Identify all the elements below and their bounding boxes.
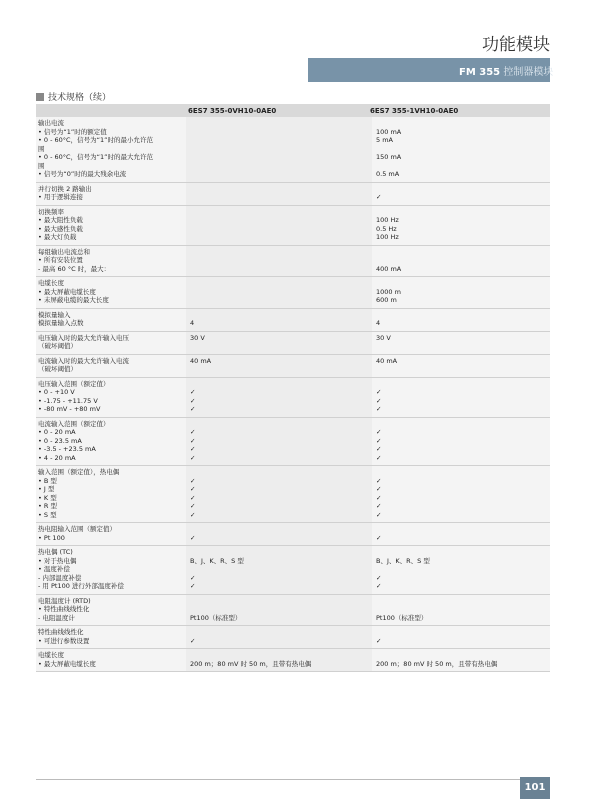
cell-line: ✓ (190, 436, 196, 445)
cell-line: B、J、K、R、S 型 (190, 556, 244, 565)
value-column-2 (372, 246, 550, 277)
cell-line: ✓ (376, 436, 382, 445)
value-column-2 (372, 546, 550, 594)
row-label (36, 277, 186, 308)
cell-line: 40 mA (376, 356, 398, 365)
value-column-2 (372, 523, 550, 545)
cell-line: • 最大阻性负载 (38, 216, 83, 224)
cell-line (376, 365, 546, 374)
table-row (36, 206, 550, 246)
cell-line: • 信号为“1”时的额定值 (38, 127, 107, 136)
cell-line (190, 136, 368, 145)
cell-line: 特性曲线线性化 (38, 628, 84, 636)
cell-line: ✓ (376, 510, 382, 519)
cell-line: Pt100（标准型） (190, 613, 242, 622)
cell-line (190, 525, 368, 534)
cell-line: ✓ (190, 445, 196, 453)
cell-line: • -1.75 - +11.75 V (38, 396, 98, 405)
value-column-2 (372, 355, 550, 377)
cell-line: 0.5 mA (376, 170, 400, 178)
product-name: FM 355 (459, 67, 501, 78)
cell-line: • 0 - 60°C，信号为“1”时的最大允许范 (38, 153, 153, 161)
cell-line: Pt100（标准型） (376, 613, 428, 622)
cell-line: 围 (38, 144, 45, 153)
cell-line (376, 651, 546, 660)
value-column-1 (186, 277, 372, 308)
spec-table (36, 104, 550, 672)
cell-line: 围 (38, 161, 45, 170)
cell-line (190, 380, 368, 389)
cell-line: 电压输入范围（额定值） (38, 379, 110, 388)
cell-line (190, 548, 368, 557)
section-title: 技术规格（续） (48, 93, 112, 103)
cell-line: 5 mA (376, 136, 393, 144)
cell-line: • 温度补偿 (38, 565, 70, 573)
cell-line (376, 279, 546, 288)
cell-line: ✓ (376, 493, 382, 502)
value-column-1 (186, 378, 372, 417)
row-label (36, 546, 186, 594)
cell-line: • 可进行参数设置 (38, 636, 90, 645)
cell-line (190, 311, 368, 320)
value-column-2 (372, 378, 550, 417)
value-column-1 (186, 355, 372, 377)
cell-line: • 0 - 60°C，信号为“1”时的最小允许范 (38, 136, 153, 144)
cell-line (190, 119, 368, 128)
cell-line: ✓ (376, 476, 382, 485)
cell-line: 模拟量输入 (38, 310, 71, 319)
cell-line: 电流输入时的最大允许输入电流 (38, 356, 129, 365)
table-row (36, 418, 550, 467)
table-row (36, 277, 550, 309)
cell-line: ✓ (376, 636, 382, 645)
cell-line (190, 216, 368, 225)
cell-line: - 电阻温度计 (38, 613, 75, 622)
cell-line (190, 153, 368, 162)
cell-line: ✓ (190, 502, 196, 510)
value-column-2 (372, 649, 550, 671)
table-row (36, 117, 550, 183)
row-label (36, 309, 186, 331)
cell-line: • K 型 (38, 493, 57, 502)
cell-line: 并行切换 2 路输出 (38, 184, 92, 193)
cell-line (376, 468, 546, 477)
header-bar (308, 58, 554, 82)
cell-line: ✓ (376, 582, 382, 590)
cell-line (190, 651, 368, 660)
table-row (36, 355, 550, 378)
cell-line: 切换频率 (38, 207, 64, 216)
cell-line (190, 279, 368, 288)
cell-line: 输入范围（额定值），热电偶 (38, 468, 120, 476)
value-column-2 (372, 206, 550, 245)
value-column-2 (372, 277, 550, 308)
value-column-2 (372, 332, 550, 354)
cell-line: • 信号为“0”时的最大残余电流 (38, 170, 127, 178)
cell-line: ✓ (190, 493, 196, 502)
value-column-2 (372, 418, 550, 466)
cell-line: • 0 - +10 V (38, 388, 75, 396)
cell-line: （破坏阈值） (38, 342, 77, 350)
value-column-1 (186, 626, 372, 648)
cell-line: 200 m；80 mV 时 50 m，且带有热电偶 (190, 659, 312, 668)
cell-line (376, 162, 546, 171)
row-label (36, 523, 186, 545)
cell-line: 4 (190, 319, 195, 327)
cell-line: 600 m (376, 296, 397, 304)
cell-line: ✓ (190, 582, 196, 590)
cell-line: （破坏阈值） (38, 365, 77, 373)
cell-line: ✓ (190, 485, 196, 493)
cell-line (190, 145, 368, 154)
cell-line (376, 311, 546, 320)
row-label (36, 649, 186, 671)
cell-line (190, 248, 368, 257)
cell-line (190, 256, 368, 265)
cell-line (376, 605, 546, 614)
cell-line: 1000 m (376, 287, 401, 296)
cell-line: 热电偶 (TC) (38, 548, 73, 556)
cell-line: ✓ (376, 485, 382, 493)
cell-line (190, 597, 368, 606)
cell-line: - 最高 60 °C 时，最大： (38, 264, 111, 273)
row-label (36, 626, 186, 648)
cell-line (190, 265, 368, 274)
cell-line: ✓ (190, 636, 196, 645)
value-column-1 (186, 332, 372, 354)
value-column-1 (186, 183, 372, 205)
cell-line: B、J、K、R、S 型 (376, 556, 430, 565)
row-label (36, 595, 186, 626)
cell-line: ✓ (190, 510, 196, 519)
cell-line: ✓ (376, 533, 382, 542)
cell-line (376, 525, 546, 534)
cell-line: 30 V (190, 333, 205, 342)
cell-line: 150 mA (376, 153, 402, 161)
cell-line: ✓ (190, 453, 196, 462)
cell-line: 0.5 Hz (376, 224, 397, 233)
cell-line: • 未屏蔽电缆的最大长度 (38, 296, 109, 304)
cell-line: 电缆长度 (38, 279, 64, 287)
table-header (36, 104, 550, 117)
cell-line (190, 162, 368, 171)
column-header-1: 6ES7 355-0VH10-0AE0 (188, 107, 277, 115)
table-row (36, 595, 550, 627)
cell-line: • 最大屏蔽电缆长度 (38, 287, 96, 296)
value-column-1 (186, 546, 372, 594)
cell-line: ✓ (376, 502, 382, 510)
value-column-1 (186, 117, 372, 182)
value-column-1 (186, 246, 372, 277)
value-column-1 (186, 309, 372, 331)
cell-line: • B 型 (38, 476, 57, 485)
cell-line (190, 365, 368, 374)
value-column-2 (372, 466, 550, 522)
table-body (36, 117, 550, 672)
cell-line: ✓ (190, 476, 196, 485)
value-column-1 (186, 206, 372, 245)
cell-line (190, 128, 368, 137)
cell-line: • Pt 100 (38, 533, 65, 542)
page-number: 101 (520, 777, 550, 799)
cell-line (376, 628, 546, 637)
table-row (36, 626, 550, 649)
cell-line: • 对于热电偶 (38, 556, 77, 565)
cell-line: 电流输入范围（额定值） (38, 419, 110, 428)
cell-line (190, 193, 368, 202)
cell-line: • J 型 (38, 485, 55, 493)
table-row (36, 649, 550, 672)
cell-line (190, 185, 368, 194)
row-label (36, 246, 186, 277)
table-row (36, 546, 550, 595)
cell-line: • -80 mV - +80 mV (38, 405, 101, 413)
value-column-1 (186, 523, 372, 545)
cell-line (376, 420, 546, 429)
cell-line: ✓ (376, 428, 382, 436)
section-square-icon (36, 93, 44, 101)
value-column-2 (372, 309, 550, 331)
cell-line: ✓ (376, 396, 382, 405)
value-column-2 (372, 117, 550, 182)
value-column-1 (186, 466, 372, 522)
cell-line: 电阻温度计 (RTD) (38, 596, 91, 605)
cell-line: 电缆长度 (38, 651, 64, 659)
cell-line: 40 mA (190, 356, 212, 365)
footer-rule (36, 779, 530, 780)
value-column-2 (372, 595, 550, 626)
cell-line: ✓ (190, 396, 196, 405)
cell-line (190, 628, 368, 637)
cell-line: ✓ (376, 193, 382, 201)
cell-line: • 最大灯负载 (38, 233, 77, 241)
table-row (36, 309, 550, 332)
cell-line: ✓ (190, 428, 196, 436)
value-column-2 (372, 626, 550, 648)
value-column-1 (186, 595, 372, 626)
cell-line (376, 248, 546, 257)
cell-line: 100 mA (376, 127, 402, 136)
cell-line: 电压输入时的最大允许输入电压 (38, 333, 129, 342)
row-label (36, 332, 186, 354)
row-label (36, 183, 186, 205)
cell-line (190, 420, 368, 429)
cell-line (376, 597, 546, 606)
cell-line: 400 mA (376, 264, 402, 273)
cell-line: ✓ (376, 388, 382, 396)
cell-line (376, 380, 546, 389)
product-subname: 控制器模块 (503, 67, 554, 78)
cell-line: • 最大屏蔽电缆长度 (38, 659, 96, 668)
cell-line: • 最大感性负载 (38, 224, 83, 233)
cell-line (190, 565, 368, 574)
cell-line: 4 (376, 319, 381, 327)
cell-line: 输出电流 (38, 119, 64, 127)
cell-line: • 0 - 23.5 mA (38, 436, 82, 445)
cell-line (376, 208, 546, 217)
page-title: 功能模块 (482, 35, 550, 55)
cell-line: 热电阻输入范围（额定值） (38, 525, 116, 533)
cell-line: • -3.5 - +23.5 mA (38, 445, 96, 453)
cell-line (376, 185, 546, 194)
cell-line (376, 548, 546, 557)
cell-line (190, 233, 368, 242)
table-row (36, 378, 550, 418)
column-header-2: 6ES7 355-1VH10-0AE0 (370, 107, 459, 115)
cell-line: ✓ (376, 573, 382, 582)
cell-line (190, 208, 368, 217)
cell-line (376, 145, 546, 154)
cell-line: • 0 - 20 mA (38, 428, 76, 436)
cell-line (376, 565, 546, 574)
cell-line (376, 342, 546, 351)
cell-line (190, 296, 368, 305)
cell-line: ✓ (190, 405, 196, 413)
cell-line (190, 468, 368, 477)
cell-line: • 4 - 20 mA (38, 453, 76, 462)
header-subtitle (459, 63, 553, 78)
row-label (36, 206, 186, 245)
row-label (36, 418, 186, 466)
row-label (36, 117, 186, 182)
cell-line: - 用 Pt100 进行外部温度补偿 (38, 582, 124, 590)
value-column-1 (186, 649, 372, 671)
row-label (36, 355, 186, 377)
cell-line: 30 V (376, 333, 391, 342)
cell-line (376, 256, 546, 265)
cell-line (190, 342, 368, 351)
cell-line: 每组输出电流总和 (38, 247, 90, 256)
table-row (36, 183, 550, 206)
cell-line: ✓ (190, 573, 196, 582)
cell-line: • 所有安装位置 (38, 256, 83, 264)
row-label (36, 378, 186, 417)
cell-line: ✓ (376, 445, 382, 453)
table-row (36, 246, 550, 278)
cell-line (376, 119, 546, 128)
cell-line: 100 Hz (376, 233, 399, 241)
cell-line: • S 型 (38, 510, 57, 519)
cell-line: 200 m；80 mV 时 50 m，且带有热电偶 (376, 659, 498, 668)
cell-line (190, 605, 368, 614)
table-row (36, 523, 550, 546)
cell-line: ✓ (190, 388, 196, 396)
value-column-1 (186, 418, 372, 466)
cell-line: • 用于逻辑连接 (38, 193, 83, 201)
value-column-2 (372, 183, 550, 205)
cell-line: • 特性曲线线性化 (38, 605, 90, 613)
cell-line: ✓ (376, 453, 382, 462)
cell-line (190, 225, 368, 234)
cell-line: 模拟量输入点数 (38, 319, 84, 327)
cell-line: • R 型 (38, 502, 57, 510)
cell-line: ✓ (190, 533, 196, 542)
table-row (36, 332, 550, 355)
cell-line (190, 170, 368, 179)
section-heading (36, 90, 111, 103)
cell-line (190, 288, 368, 297)
cell-line: 100 Hz (376, 216, 399, 224)
table-row (36, 466, 550, 523)
row-label (36, 466, 186, 522)
cell-line: ✓ (376, 405, 382, 413)
cell-line: - 内部温度补偿 (38, 573, 82, 582)
